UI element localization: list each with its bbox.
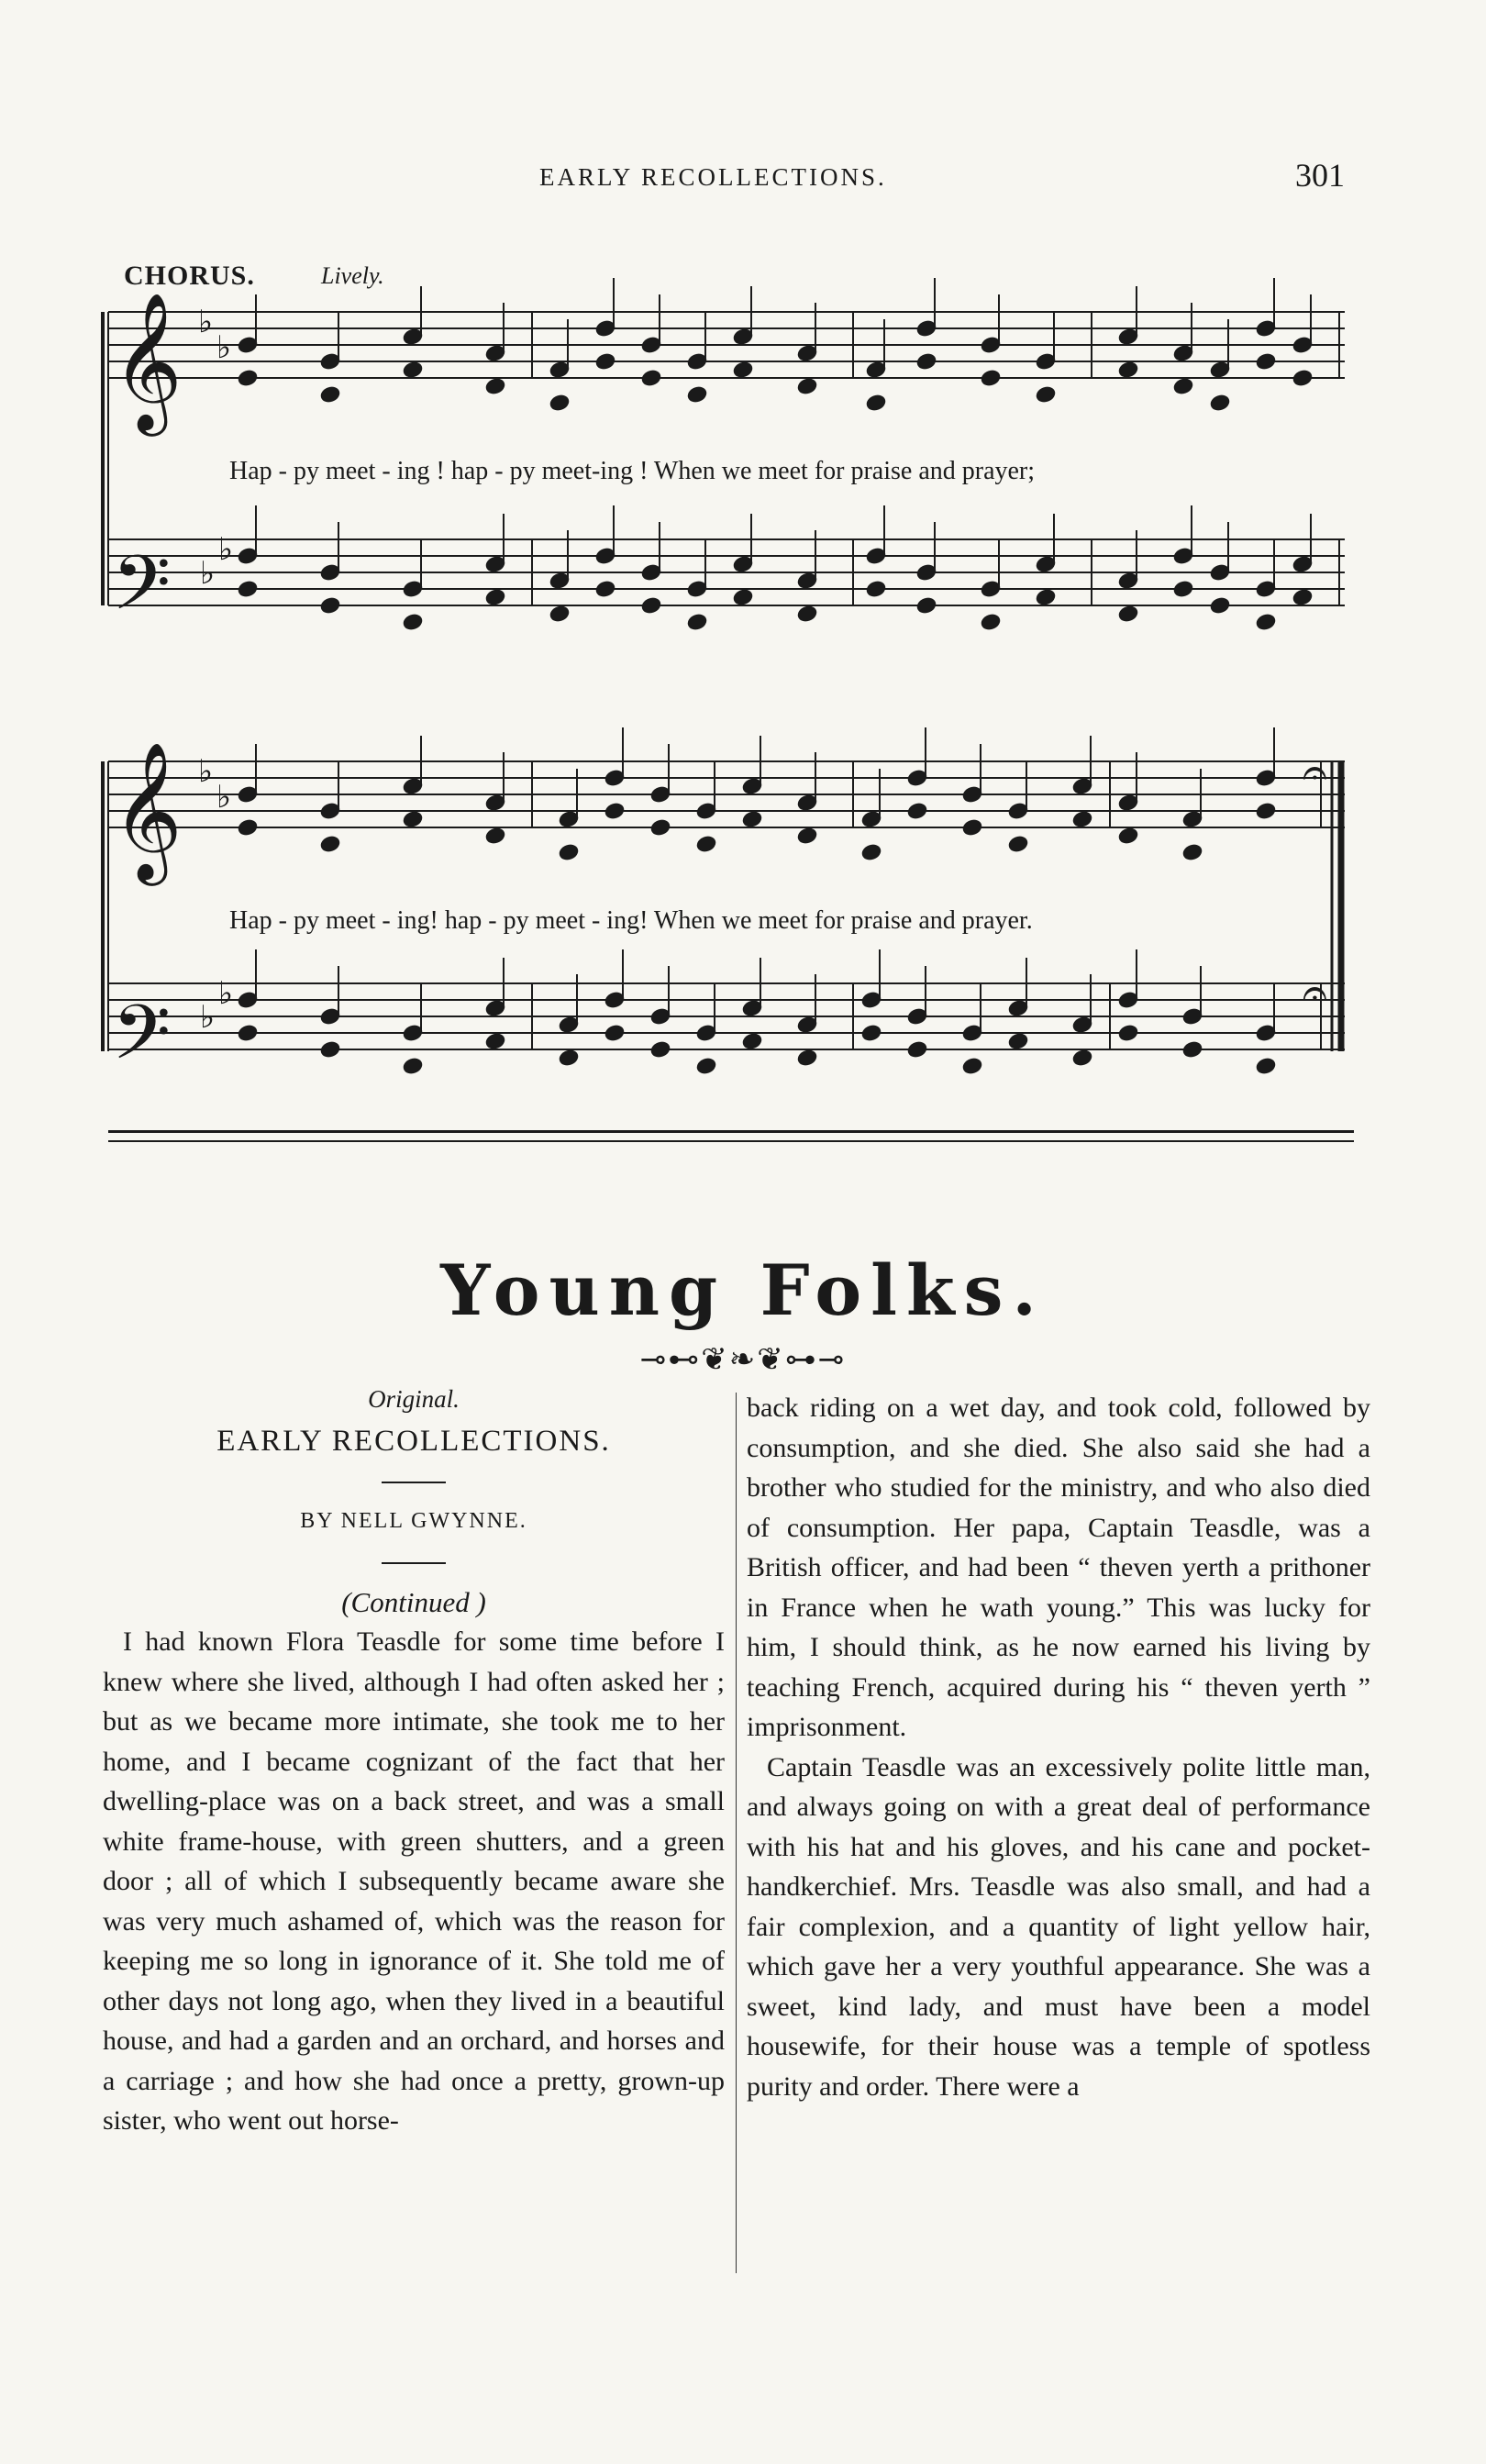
note-head [1172, 580, 1194, 599]
section-divider-bottom [108, 1140, 1354, 1142]
note-head [741, 1032, 763, 1051]
right-column [747, 1388, 1370, 2106]
article-byline: BY NELL GWYNNE. [300, 1509, 527, 1533]
flat-icon: ♭ [198, 305, 214, 339]
note-head [796, 377, 818, 396]
note-head [1255, 352, 1277, 372]
ornament-divider: ⊸⊷❦❧❦⊶⊸ [639, 1343, 847, 1377]
note-head [1007, 835, 1029, 854]
page-number: 301 [1295, 157, 1345, 194]
note-head [732, 361, 754, 380]
note-head [915, 352, 937, 372]
bass-clef-icon: 𝄢 [112, 988, 172, 1095]
note-head [860, 843, 882, 862]
note-head [649, 818, 671, 838]
note-head [1117, 605, 1139, 624]
note-head [1035, 385, 1057, 405]
note-head [484, 1032, 506, 1051]
note-head [237, 580, 259, 599]
article-paragraph: I had known Flora Teasdle for some time before I knew where she lived, although I had often asked her ; but as we became more intimate, she took me to her home, and I became cognizant of the fact that her dwelling-place was on a back street, and was a small white frame-house, with green shutters, and a green door ; all of which I subsequently became aware she was very much ashamed of, which was the reason for keeping me so long in ignorance of it. She told me of other days not long ago, when they lived in a beautiful house, and had a garden and an orchard, and horses and a carriage ; and how she had once a pretty, grown-up sister, who went out horse- [103, 1626, 725, 2136]
bass-clef-icon: 𝄢 [112, 538, 172, 646]
note-head [1292, 588, 1314, 607]
note-head [402, 613, 424, 632]
note-head [237, 818, 259, 838]
treble-clef-icon: 𝄞 [112, 740, 183, 880]
note-head [1209, 596, 1231, 616]
note-head [649, 1040, 671, 1060]
article-title: EARLY RECOLLECTIONS. [216, 1424, 611, 1458]
note-head [237, 369, 259, 388]
column-divider [736, 1393, 737, 2273]
music-notation [0, 0, 1486, 1193]
flat-icon: ♭ [216, 781, 232, 815]
note-head [1255, 802, 1277, 821]
note-head [594, 352, 616, 372]
note-head [1181, 843, 1203, 862]
note-head [640, 596, 662, 616]
left-column [103, 1376, 725, 2141]
note-head [961, 1057, 983, 1076]
note-head [695, 835, 717, 854]
note-head [906, 802, 928, 821]
note-head [1292, 369, 1314, 388]
note-head [961, 818, 983, 838]
note-head [1071, 810, 1093, 829]
note-head [1181, 1040, 1203, 1060]
note-head [980, 613, 1002, 632]
note-head [796, 827, 818, 846]
note-head [1117, 361, 1139, 380]
note-head [319, 835, 341, 854]
note-head [549, 605, 571, 624]
note-head [865, 580, 887, 599]
note-head [686, 613, 708, 632]
byline-rule [382, 1562, 446, 1564]
section-divider-top [108, 1130, 1354, 1133]
note-head [484, 377, 506, 396]
note-head [604, 1024, 626, 1043]
note-head [402, 361, 424, 380]
flat-icon: ♭ [200, 557, 216, 591]
fermata-icon: 𝄐 [1303, 967, 1327, 1018]
note-head [484, 588, 506, 607]
note-head [906, 1040, 928, 1060]
note-head [640, 369, 662, 388]
note-head [604, 802, 626, 821]
note-head [796, 605, 818, 624]
continued-note: (Continued ) [341, 1585, 486, 1618]
section-title: Young Folks. [440, 1249, 1046, 1331]
note-head [686, 385, 708, 405]
note-head [1209, 394, 1231, 413]
note-head [732, 588, 754, 607]
flat-icon: ♭ [198, 755, 214, 789]
lyrics-line-1: Hap - py meet - ing ! hap - py meet-ing ! When we meet for praise and prayer; [229, 457, 1036, 485]
running-title: EARLY RECOLLECTIONS. [539, 163, 887, 191]
tempo-marking: Lively. [321, 262, 384, 289]
note-head [741, 810, 763, 829]
note-head [558, 1049, 580, 1068]
note-head [1071, 1049, 1093, 1068]
note-head [319, 596, 341, 616]
note-head [1172, 377, 1194, 396]
note-head [558, 843, 580, 862]
flat-icon: ♭ [200, 1001, 216, 1035]
chorus-label: CHORUS. [124, 261, 255, 291]
article-paragraph: Captain Teasdle was an excessively polite little man, and always going on with a great deal of performance with his hat and his gloves, and his cane and pocket-handkerchief. Mrs. Teasdle was also small, and had a fair complexion, and a quantity of light yellow hair, which gave her a very youthful appearance. She was a sweet, kind lady, and must have been a model housewife, for their house was a temple of spotless purity and order. There were a [747, 1751, 1370, 2102]
flat-icon: ♭ [218, 977, 234, 1011]
note-head [1255, 1057, 1277, 1076]
note-head [319, 385, 341, 405]
note-head [1117, 1024, 1139, 1043]
note-head [1117, 827, 1139, 846]
note-head [1035, 588, 1057, 607]
lyrics-line-2: Hap - py meet - ing! hap - py meet - ing! When we meet for praise and prayer. [229, 906, 1033, 935]
note-head [1007, 1032, 1029, 1051]
note-head [319, 1040, 341, 1060]
note-head [402, 1057, 424, 1076]
note-head [865, 394, 887, 413]
note-head [594, 580, 616, 599]
note-head [915, 596, 937, 616]
note-head [860, 1024, 882, 1043]
treble-clef-icon: 𝄞 [112, 291, 183, 430]
article-origin: Original. [368, 1385, 460, 1413]
note-head [237, 1024, 259, 1043]
note-head [1255, 613, 1277, 632]
note-head [402, 810, 424, 829]
flat-icon: ♭ [218, 533, 234, 567]
note-head [549, 394, 571, 413]
article-paragraph: back riding on a wet day, and took cold, followed by consumption, and she died. She also said she had a brother who studied for the ministry, and who also died of consumption. Her papa, Captain Teasdle, was a British officer, and had been “ theven yerth a prithoner in France when he wath young.” This was lucky for him, I should think, as he now earned his living by teaching French, acquired during his “ theven yerth ” imprisonment. [747, 1393, 1370, 1742]
note-head [695, 1057, 717, 1076]
music-score [0, 0, 1486, 1193]
title-rule [382, 1482, 446, 1483]
fermata-icon: 𝄐 [1303, 747, 1327, 798]
note-head [980, 369, 1002, 388]
note-head [796, 1049, 818, 1068]
note-head [484, 827, 506, 846]
flat-icon: ♭ [216, 331, 232, 365]
